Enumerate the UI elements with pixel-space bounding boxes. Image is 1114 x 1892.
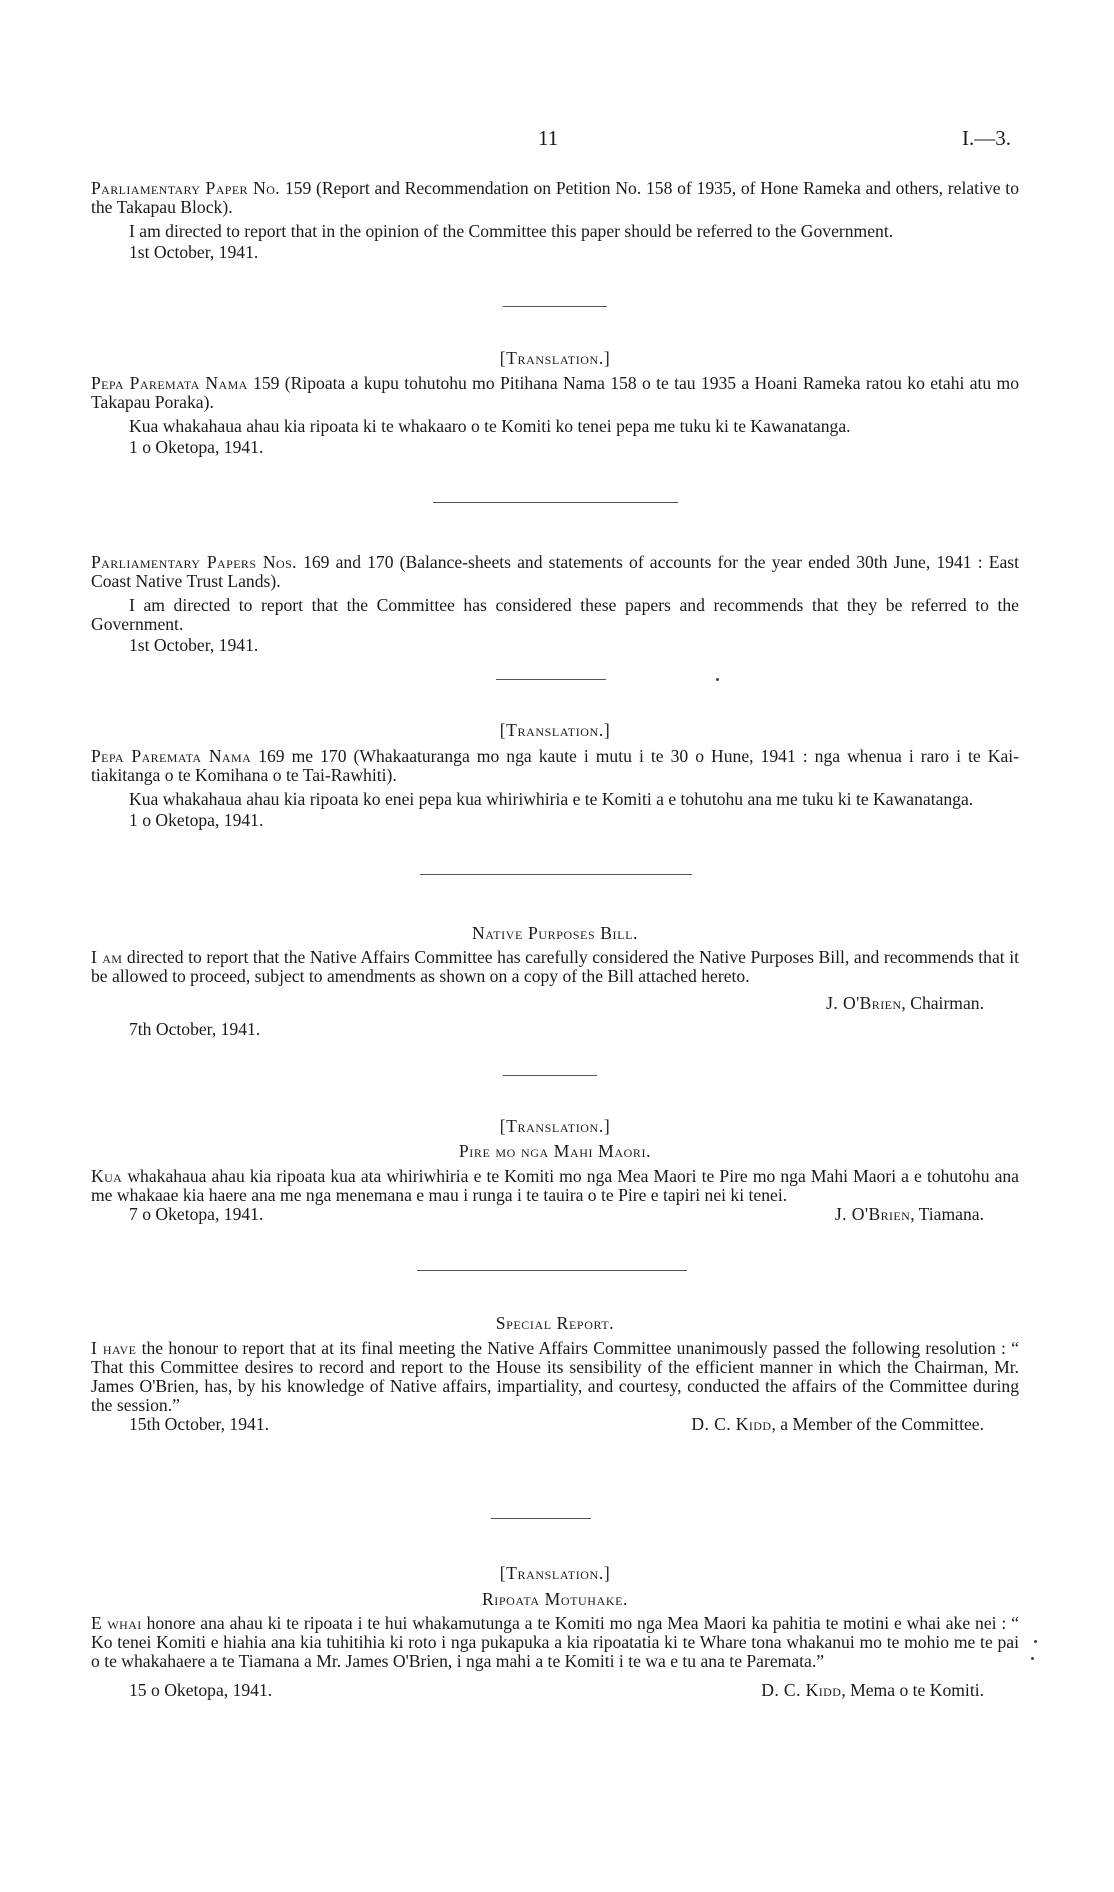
papers-169-title: Parliamentary Papers Nos. 169 and 170 (Balance-sheets and statements of accounts for the year ended 30th June, 1941 : East Coast Native Trust Lands). — [91, 552, 1019, 591]
page-header — [0, 126, 1114, 156]
section-divider — [496, 679, 606, 680]
page-number: 11 — [538, 126, 559, 150]
translation-4-body: E whai honore ana ahau ki te ripoata i te hui whakamutunga a te Komiti mo nga Mea Maori ka pahitia te motini e whai ake nei : “ Ko tenei Komiti e hiahia ana kia tuhitihia ki roto i nga pukapuka a kia ripoatatia ki te Whare tona whakanui mo te mohio me te pai o te whakahaere a te Tiamana a Mr. James O'Brien, i nga mahi a te Komiti i te wa e tu ana te Paremata.” — [91, 1613, 1019, 1671]
section-divider — [503, 306, 607, 307]
translation-3-subheading: Pire mo nga Mahi Maori. — [458, 1141, 652, 1161]
translation-4-date: 15 o Oketopa, 1941. — [129, 1680, 273, 1700]
section-translation-3 — [91, 1167, 1019, 1224]
translation-3-body: Kua whakahaua ahau kia ripoata kua ata whiriwhiria e te Komiti mo nga Mea Maori te Pire mo nga Mahi Maori a e tohutohu ana me whakaae kia haere ana me nga menemana e mau i runga i te tauira o te Pire e tapiri nei ki tenei. — [91, 1166, 1019, 1205]
translation-2-date: 1 o Oketopa, 1941. — [129, 810, 264, 830]
translation-3-footer — [91, 1205, 1019, 1224]
section-translation-4 — [91, 1614, 1019, 1700]
translation-heading: [Translation.] — [499, 1116, 611, 1136]
special-report-heading: Special Report. — [495, 1313, 615, 1333]
document-reference: I.—3. — [962, 126, 1011, 150]
translation-1-title: Pepa Paremata Nama 159 (Ripoata a kupu tohutohu mo Pitihana Nama 158 o te tau 1935 a Hoani Rameka ratou ko etahi atu mo Takapau Poraka). — [91, 373, 1019, 412]
translation-3-date: 7 o Oketopa, 1941. — [129, 1204, 264, 1224]
bill-signature: J. O'Brien, Chairman. — [826, 993, 984, 1013]
bill-date: 7th October, 1941. — [129, 1019, 261, 1039]
translation-4-footer — [91, 1681, 1019, 1700]
print-speck — [716, 678, 719, 681]
paper-159-title: Parliamentary Paper No. 159 (Report and Recommendation on Petition No. 158 of 1935, of Hone Rameka and others, relative to the Takapau Block). — [91, 178, 1019, 217]
special-report-footer — [91, 1415, 1019, 1434]
special-report-body: I have the honour to report that at its final meeting the Native Affairs Committee unanimously passed the following resolution : “ That this Committee desires to record and report to the House its sensibility of the efficient manner in which the Chairman, Mr. James O'Brien, has, by his knowledge of Native affairs, impartiality, and courtesy, conducted the affairs of the Committee during the session.” — [91, 1338, 1019, 1415]
translation-1-date: 1 o Oketopa, 1941. — [129, 437, 264, 457]
section-papers-169-170 — [91, 553, 1019, 655]
section-native-purposes-bill — [91, 948, 1019, 1039]
translation-heading: [Translation.] — [499, 348, 611, 368]
papers-169-date: 1st October, 1941. — [129, 635, 259, 655]
section-divider — [433, 502, 678, 503]
section-translation-2 — [91, 747, 1019, 830]
print-speck — [1034, 1640, 1037, 1643]
translation-heading: [Translation.] — [499, 1563, 611, 1583]
section-divider — [503, 1075, 597, 1076]
special-report-signature: D. C. Kidd, a Member of the Committee. — [691, 1414, 984, 1434]
translation-2-body: Kua whakahaua ahau kia ripoata ko enei pepa kua whiriwhiria e te Komiti a e tohutohu ana me tuku ki te Kawanatanga. — [129, 789, 974, 809]
papers-169-body: I am directed to report that the Committee has considered these papers and recommends that they be referred to the Government. — [91, 595, 1019, 634]
translation-3-signature: J. O'Brien, Tiamana. — [834, 1204, 984, 1224]
section-divider — [491, 1518, 591, 1519]
paper-159-date: 1st October, 1941. — [129, 242, 259, 262]
section-divider — [417, 1270, 687, 1271]
section-special-report — [91, 1339, 1019, 1434]
paper-159-body: I am directed to report that in the opinion of the Committee this paper should be referred to the Government. — [129, 221, 894, 241]
bill-heading: Native Purposes Bill. — [471, 923, 639, 943]
section-translation-1 — [91, 374, 1019, 457]
translation-1-body: Kua whakahaua ahau kia ripoata ki te whakaaro o te Komiti ko tenei pepa me tuku ki te Kawanatanga. — [129, 416, 851, 436]
bill-body: I am directed to report that the Native Affairs Committee has carefully considered the Native Purposes Bill, and recommends that it be allowed to proceed, subject to amendments as shown on a copy of the Bill attached hereto. — [91, 947, 1019, 986]
translation-heading: [Translation.] — [499, 720, 611, 740]
section-paper-159 — [91, 179, 1019, 262]
special-report-date: 15th October, 1941. — [129, 1414, 270, 1434]
translation-4-subheading: Ripoata Motuhake. — [481, 1589, 629, 1609]
translation-2-title: Pepa Paremata Nama 169 me 170 (Whakaaturanga mo nga kaute i mutu i te 30 o Hune, 1941 : nga whenua i raro i te Kai-tiakitanga o te Komihana o te Tai-Rawhiti). — [91, 746, 1019, 785]
print-speck — [1031, 1657, 1034, 1660]
section-divider — [420, 874, 692, 875]
translation-4-signature: D. C. Kidd, Mema o te Komiti. — [761, 1680, 984, 1700]
